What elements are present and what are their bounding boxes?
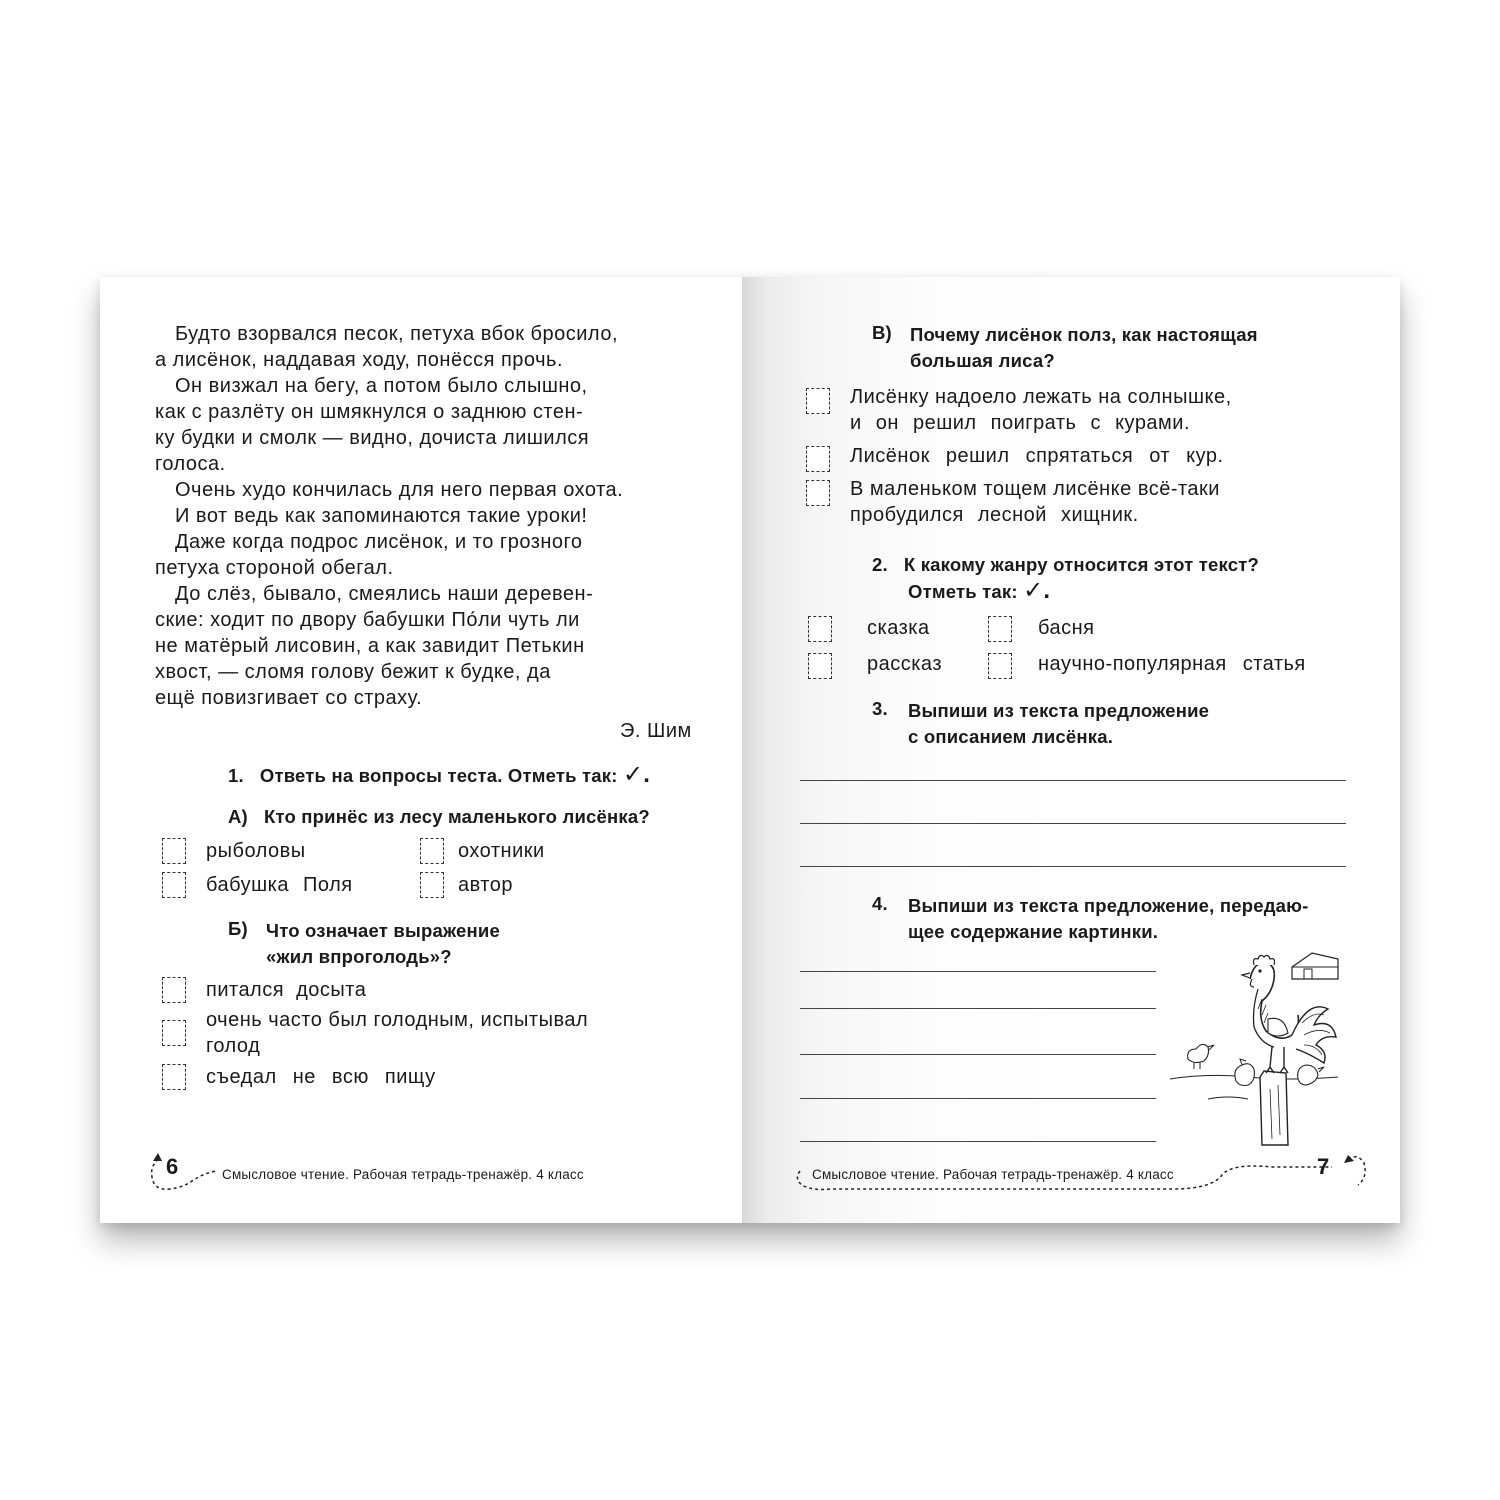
answer-line[interactable] [800, 866, 1346, 867]
page-number: 7 [1317, 1154, 1330, 1179]
question-b-text [266, 918, 500, 970]
task-line: Выпиши из текста предложение, передаю- [908, 895, 1309, 916]
task-line: с описанием лисёнка. [908, 726, 1114, 747]
text-line: Очень худо кончилась для него первая охота. [175, 479, 624, 501]
text-line: голоса. [155, 453, 226, 475]
question-b-letter: Б) [228, 918, 248, 939]
question-line: большая лиса? [910, 350, 1055, 371]
option-label [850, 384, 1294, 436]
checkbox-qa-3[interactable] [162, 872, 186, 898]
option-label: питался досыта [206, 979, 367, 1001]
left-page [100, 277, 742, 1223]
option-label: съедал не всю пищу [206, 1066, 436, 1088]
text-line: не матёрый лисовин, а как завидит Петькин [155, 635, 585, 657]
task-2-heading [872, 552, 1308, 605]
checkbox-genre-4[interactable] [988, 653, 1012, 679]
text-line: хвост, — сломя голову бежит к будке, да [155, 661, 551, 683]
checkbox-qb-2[interactable] [162, 1020, 186, 1046]
question-text: Кто принёс из лесу маленького лисёнка? [263, 806, 650, 827]
question-line: Почему лисёнок полз, как настоящая [910, 324, 1258, 345]
task-text: Отметь так: [908, 581, 1018, 602]
option-label: сказка [867, 617, 930, 639]
checkmark-icon: ✓. [1023, 577, 1051, 604]
checkbox-qv-3[interactable] [806, 480, 830, 506]
answer-line[interactable] [800, 1054, 1156, 1055]
task-line: щее содержание картинки. [908, 921, 1159, 942]
option-label: охотники [458, 840, 545, 862]
option-label: автор [458, 874, 513, 896]
text-line: голод [206, 1035, 261, 1057]
checkbox-qa-4[interactable] [420, 872, 444, 898]
text-line: и он решил поиграть с курами. [850, 412, 1191, 434]
text-line: как с разлёту он шмякнулся о заднюю стен- [155, 401, 584, 423]
question-a [228, 806, 650, 828]
answer-line[interactable] [800, 823, 1346, 824]
checkmark-icon: ✓. [622, 761, 651, 788]
footer-title: Смысловое чтение. Рабочая тетрадь-тренажёр. 4 класс [222, 1167, 584, 1182]
text-line: До слёз, бывало, смеялись наши деревен- [175, 583, 594, 605]
task-text: Ответь на вопросы теста. Отметь так: [259, 765, 618, 786]
text-line: В маленьком тощем лисёнке всё-таки [850, 478, 1220, 500]
answer-line[interactable] [800, 1008, 1156, 1009]
text-line: ку будки и смолк — видно, дочиста лишился [155, 427, 590, 449]
text-line: Лисёнку надоело лежать на солнышке, [850, 386, 1232, 408]
question-line: Что означает выражение [266, 920, 500, 941]
rooster-on-fence-illustration [1168, 949, 1348, 1149]
option-label: рыболовы [206, 840, 306, 862]
checkbox-genre-1[interactable] [808, 616, 832, 642]
task-4-number: 4. [872, 893, 888, 914]
answer-line[interactable] [800, 1098, 1156, 1099]
question-v-text [910, 322, 1296, 374]
text-line: пробудился лесной хищник. [850, 504, 1139, 526]
option-label [850, 476, 1294, 528]
task-4-text [908, 893, 1308, 945]
option-label: рассказ [867, 653, 943, 675]
task-number: 2. [872, 554, 888, 575]
checkbox-qv-2[interactable] [806, 446, 830, 472]
author-name: Э. Шим [620, 720, 692, 742]
text-line: а лисёнок, наддавая ходу, понёсся прочь. [155, 349, 563, 371]
option-label: бабушка Поля [206, 874, 353, 896]
question-v-letter: В) [872, 322, 892, 343]
text-line: Он визжал на бегу, а потом было слышно, [175, 375, 588, 397]
answer-line[interactable] [800, 1141, 1156, 1142]
task-text: К какому жанру относится этот текст? [903, 554, 1259, 575]
text-line: ские: ходит по двору бабушки По́ли чуть ли [155, 609, 580, 631]
option-label: басня [1038, 617, 1095, 639]
option-label: Лисёнок решил спрятаться от кур. [850, 445, 1224, 467]
book-spread [100, 277, 1400, 1223]
right-page [742, 277, 1400, 1223]
footer-title: Смысловое чтение. Рабочая тетрадь-тренажёр. 4 класс [812, 1167, 1174, 1182]
text-line: ещё повизгивает со страху. [155, 687, 423, 709]
answer-line[interactable] [800, 971, 1156, 972]
story-text [155, 321, 699, 711]
answer-line[interactable] [800, 780, 1346, 781]
question-letter: А) [228, 806, 248, 827]
option-label: научно-популярная статья [1038, 653, 1306, 675]
checkbox-qb-1[interactable] [162, 977, 186, 1003]
text-line: петуха стороной обегал. [155, 557, 394, 579]
option-label [206, 1007, 644, 1059]
task-3-text [908, 698, 1209, 750]
text-line: Будто взорвался песок, петуха вбок бросило, [175, 323, 619, 345]
page-number: 6 [166, 1154, 179, 1179]
checkbox-qv-1[interactable] [806, 388, 830, 414]
question-line: «жил впроголодь»? [266, 946, 452, 967]
checkbox-qa-1[interactable] [162, 838, 186, 864]
checkbox-genre-3[interactable] [808, 653, 832, 679]
text-line: Даже когда подрос лисёнок, и то грозного [175, 531, 583, 553]
text-line: очень часто был голодным, испытывал [206, 1009, 589, 1031]
task-number: 1. [228, 765, 244, 786]
task-line: Выпиши из текста предложение [908, 700, 1210, 721]
text-line: И вот ведь как запоминаются такие уроки! [175, 505, 588, 527]
checkbox-qa-2[interactable] [420, 838, 444, 864]
task-3-number: 3. [872, 698, 888, 719]
checkbox-genre-2[interactable] [988, 616, 1012, 642]
task-1-heading [228, 760, 650, 789]
checkbox-qb-3[interactable] [162, 1064, 186, 1090]
